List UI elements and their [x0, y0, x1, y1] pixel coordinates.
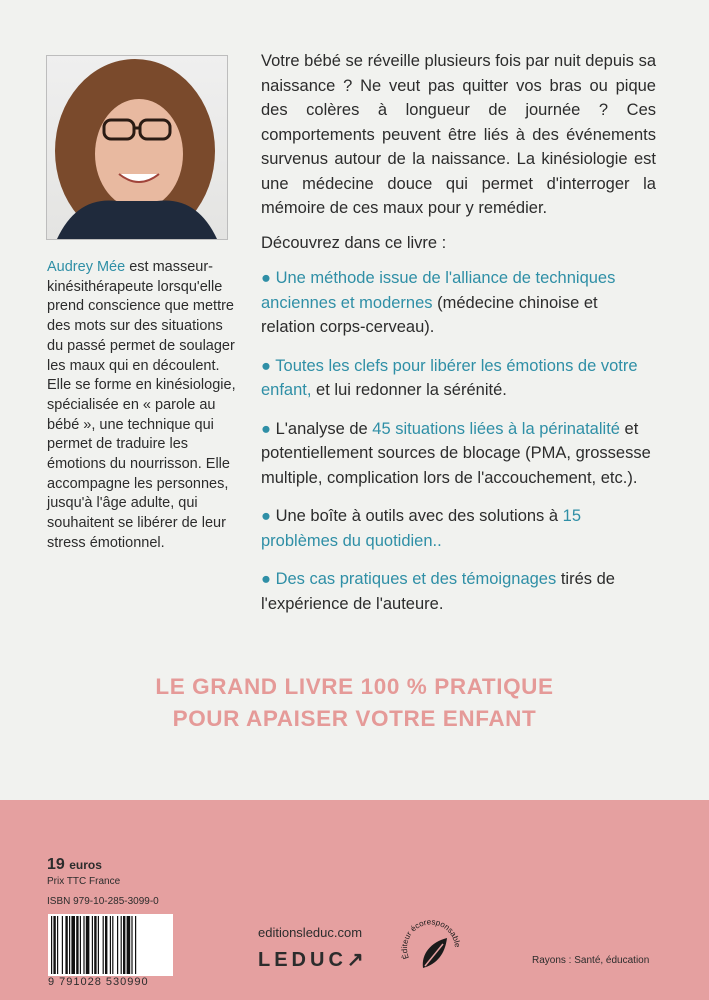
barcode-bar: [83, 916, 84, 974]
list-item: ● Des cas pratiques et des témoignages tirés de l'expérience de l'auteure.: [261, 570, 615, 613]
bullet-dot-icon: ●: [261, 356, 276, 375]
isbn: ISBN 979-10-285-3099-0: [47, 896, 159, 907]
barcode-bar: [112, 916, 113, 974]
barcode-bar: [65, 916, 67, 974]
barcode-bar: [110, 916, 111, 974]
barcode-bar: [117, 916, 118, 974]
barcode-bar: [76, 916, 78, 974]
price: 19 euros: [47, 856, 102, 873]
eco-seal-icon: [399, 918, 465, 984]
author-bio-text: est masseur-kinésithérapeute lorsqu'elle prend conscience que mettre des mots sur des situations du passé permet de soulager les maux qui en découlent. Elle se forme en kinésiologie, spécialisée en « parole au bébé », une technique qui permet de traduire les émotions du nourrisson. Elle accompagne les personnes, jusqu'à l'âge adulte, qui souhaitent se libérer de leur stress émotionnel.: [47, 259, 236, 551]
barcode-bar: [127, 916, 131, 974]
barcode-bar: [103, 916, 104, 974]
publisher-website: editionsleduc.com: [258, 925, 363, 940]
barcode-bar: [92, 916, 93, 974]
arrow-icon: ↗: [346, 949, 368, 971]
author-name: Audrey Mée: [47, 259, 126, 275]
barcode-bar: [121, 916, 122, 974]
barcode-bar: [53, 916, 55, 974]
intro-paragraph: Votre bébé se réveille plusieurs fois par nuit depuis sa naissance ? Ne veut pas quitter vos bras ou pique des colères à longueur de journée ? Ces comportements peuvent être liés à des événements survenus autour de la naissance. La kinésiologie est une médecine douce qui permet d'interroger la mémoire de ces maux pour y remédier.: [261, 52, 656, 217]
barcode: [48, 914, 173, 976]
shelf-category: Rayons : Santé, éducation: [532, 955, 650, 966]
bullet-dot-icon: ●: [261, 269, 276, 287]
barcode-bar: [86, 916, 90, 974]
barcode-bar: [123, 916, 125, 974]
publisher-logo: LEDUC↗: [258, 949, 368, 971]
barcode-bar: [80, 916, 81, 974]
bullet-dot-icon: ●: [261, 507, 276, 525]
barcode-bar: [71, 916, 75, 974]
barcode-digits: 9 791028 530990: [48, 976, 149, 988]
list-item: ● L'analyse de 45 situations liées à la périnatalité et potentiellement sources de blocage (PMA, grossesse multiple, complication lors de l'accouchement, etc.).: [261, 419, 651, 487]
svg-text:Éditeur écoresponsable: Éditeur écoresponsable: [399, 918, 463, 961]
barcode-bar: [98, 916, 99, 974]
list-item: ● Toutes les clefs pour libérer les émotions de votre enfant, et lui redonner la sérénité.: [261, 356, 638, 399]
barcode-bar: [105, 916, 107, 974]
barcode-bar: [51, 916, 52, 974]
barcode-bar: [57, 916, 58, 974]
list-item: ● Une boîte à outils avec des solutions à 15 problèmes du quotidien..: [261, 507, 582, 550]
list-item: ● Une méthode issue de l'alliance de techniques anciennes et modernes (médecine chinoise et relation corps-cerveau).: [261, 269, 616, 336]
bullet-dot-icon: ●: [261, 570, 276, 588]
barcode-bar: [94, 916, 96, 974]
tagline-line-2: POUR APAISER VOTRE ENFANT: [172, 706, 537, 731]
barcode-bar: [62, 916, 63, 974]
author-bio: [47, 258, 237, 554]
tagline: [0, 671, 709, 735]
feature-list: [261, 266, 656, 630]
barcode-bar: [135, 916, 136, 974]
bullet-dot-icon: ●: [261, 419, 276, 438]
price-tax-note: Prix TTC France: [47, 876, 121, 887]
tagline-line-1: LE GRAND LIVRE 100 % PRATIQUE: [155, 674, 554, 699]
barcode-bar: [131, 916, 132, 974]
discover-heading: Découvrez dans ce livre :: [261, 234, 447, 252]
author-photo: [46, 55, 228, 240]
barcode-bar: [69, 916, 70, 974]
